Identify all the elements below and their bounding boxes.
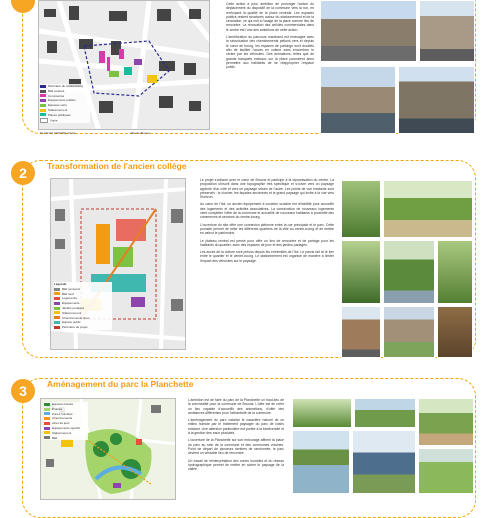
map-3-legend (44, 402, 88, 440)
photo-park-lawn (437, 240, 473, 304)
photo-solar-canopy (352, 430, 416, 494)
legend-item: Bâti (44, 436, 88, 441)
photo-housing-block (341, 306, 381, 358)
paragraph: Les accès de la voiture sont prévus depuis les extrémités de l'îlot. Le parvis fait ici le lien entre le quartier et le centre-bourg. Le stationnement est organisé de manière à limiter l'impact des véhicules sur le paysage. (200, 250, 334, 263)
photo-street-cars (320, 66, 396, 134)
legend-item: Espace public (54, 320, 112, 325)
legend-item: Places publiques (40, 113, 90, 118)
photo-pond-park (383, 240, 435, 304)
section-1-badge (11, 0, 35, 13)
legend-item: Équipements sportifs (44, 426, 88, 431)
photo-garden-beds (341, 240, 381, 304)
legend-item: Stationnement (54, 311, 112, 316)
section-2-text (200, 178, 334, 350)
photo-wetland (354, 398, 416, 428)
photo-playground (383, 180, 473, 238)
map-2-legend (54, 282, 112, 330)
legend-item: Voirie (40, 118, 90, 123)
section-1-text (226, 2, 314, 132)
section-3-text (188, 398, 284, 500)
photo-town-hall (419, 0, 475, 62)
paragraph: Au cœur de l'îlot, un ancien équipement à vocation scolaire est réhabilité pour accueillir des logements et des activités associatives. La construction de nouveaux logements vient compléter l'offre de la commune et accueillir de nouveaux habitants à proximité des commerces et services du centre-bourg. (200, 202, 334, 220)
legend-item: Équipements (54, 301, 112, 306)
legend-item: Périmètre du projet (54, 325, 112, 330)
section-3-title: Aménagement du parc la Planchette (47, 379, 194, 389)
map-1-caption-right: Ville de Broons (130, 131, 151, 135)
paragraph: Un travail de réinterprétation des zones humides et du réseau hydrographique permet de mettre en scène le paysage de la vallée. (188, 458, 284, 472)
legend-item: Espaces boisés (44, 402, 88, 407)
legend-item: Cheminements (44, 416, 88, 421)
paragraph: L'ambition est de faire du parc de la Planchette un haut-lieu de la convivialité pour la commune de Broons. L'idée est de créer un lieu capable d'accueillir des animations, d'offrir des ambiances différentes pour l'attractivité de la commune. (188, 398, 284, 415)
paragraph: Le projet s'articule avec le cœur de Broons et participe à la dynamisation du centre. La proposition s'inscrit dans une topographie très spécifique et s'ouvre vers un paysage agricole d'un côté et vers un paysage urbain de l'autre. Les points de vue existants sont préservés : le clocher, les façades anciennes et le grand paysage qui invite à la vue vers l'horizon. (200, 178, 334, 200)
legend-item: Stationnement (44, 431, 88, 436)
photo-park-trees (292, 398, 352, 428)
paragraph: L'aménagement du parc valorise le caractère naturel de ce milieu humide par le traitement paysager du parc de loisirs existant. Une attention particulière est portée à la biodiversité et à la gestion des eaux pluviales. (188, 418, 284, 436)
photo-playground-park (418, 398, 474, 446)
legend-item: Périmètre du centre-bourg (40, 84, 90, 89)
section-3-badge: 3 (11, 379, 35, 403)
legend-item: Logements (54, 296, 112, 301)
section-2-badge: 2 (11, 161, 35, 185)
legend-item: Cheminements doux (54, 316, 112, 321)
photo-wooded-path (341, 180, 381, 238)
paragraph: L'ouverture de la Planchette sur son entourage affirme la place du parc au sein de la commune et des communes voisines. Point de départ de plusieurs sentiers de randonnée, le parc devient un véritable lieu de rencontre. (188, 438, 284, 456)
photo-courtyard (383, 306, 435, 358)
legend-item: Jardins partagés (54, 306, 112, 311)
photo-lake (292, 430, 350, 494)
paragraph: Cette action a pour ambition de prolonger l'action du déplacement du dispositif de la commune vers la rue, en renforçant la qualité de la place centrale. Les espaces publics restent structurés autour du stationnement et de la circulation, ce qui nuit à l'usage de la place comme lieu de rencontre. La rénovation des cellules commerciales dans le centre est l'une des ambitions de cette action. (226, 2, 314, 32)
map-1-caption-left: PLAN DU CENTRE-VILLE (40, 131, 76, 135)
photo-fields (418, 448, 474, 494)
legend-title: Légende (54, 282, 67, 286)
photo-stone-houses (320, 0, 417, 62)
legend-item: Bâti neuf (54, 292, 112, 297)
section-2-title: Transformation de l'ancien collège (47, 161, 187, 171)
photo-wood-facade (437, 306, 473, 358)
legend-item: Bâti existant (40, 89, 90, 94)
legend-item: Commerces (40, 94, 90, 99)
paragraph: L'amélioration du parcours marchand est envisagée avec la sécurisation des cheminements piétons vers et depuis le cœur de bourg, les espaces de parkings sont doublés afin de faciliter l'accès en voiture sans encombrer le centre par les véhicules. Des animations, telles que de grands banquets estivaux sur la place pourraient alors permettre aux habitants de se réapproprier l'espace public. (226, 35, 314, 70)
legend-item: Équipements publics (40, 98, 90, 103)
legend-item: Stationnement (40, 108, 90, 113)
legend-item: Zones humides (44, 412, 88, 417)
legend-item: Aires de jeux (44, 421, 88, 426)
legend-item: Prairies (44, 407, 88, 412)
paragraph: L'ouverture du site offre une connexion piétonne entre la rue principale et le parc. Cette porosité permet de relier les différents quartiers de la ville au centre-bourg et de mettre en valeur le patrimoine. (200, 222, 334, 236)
paragraph: Le plateau central est pensé pour offrir un lieu de rencontre et de partage pour les habitants du quartier, avec des espaces de jeux et des jardins partagés. (200, 238, 334, 247)
map-1-legend (40, 84, 90, 123)
legend-item: Bâti conservé (54, 287, 112, 292)
photo-shop-facades (398, 66, 475, 134)
legend-item: Espaces verts (40, 103, 90, 108)
